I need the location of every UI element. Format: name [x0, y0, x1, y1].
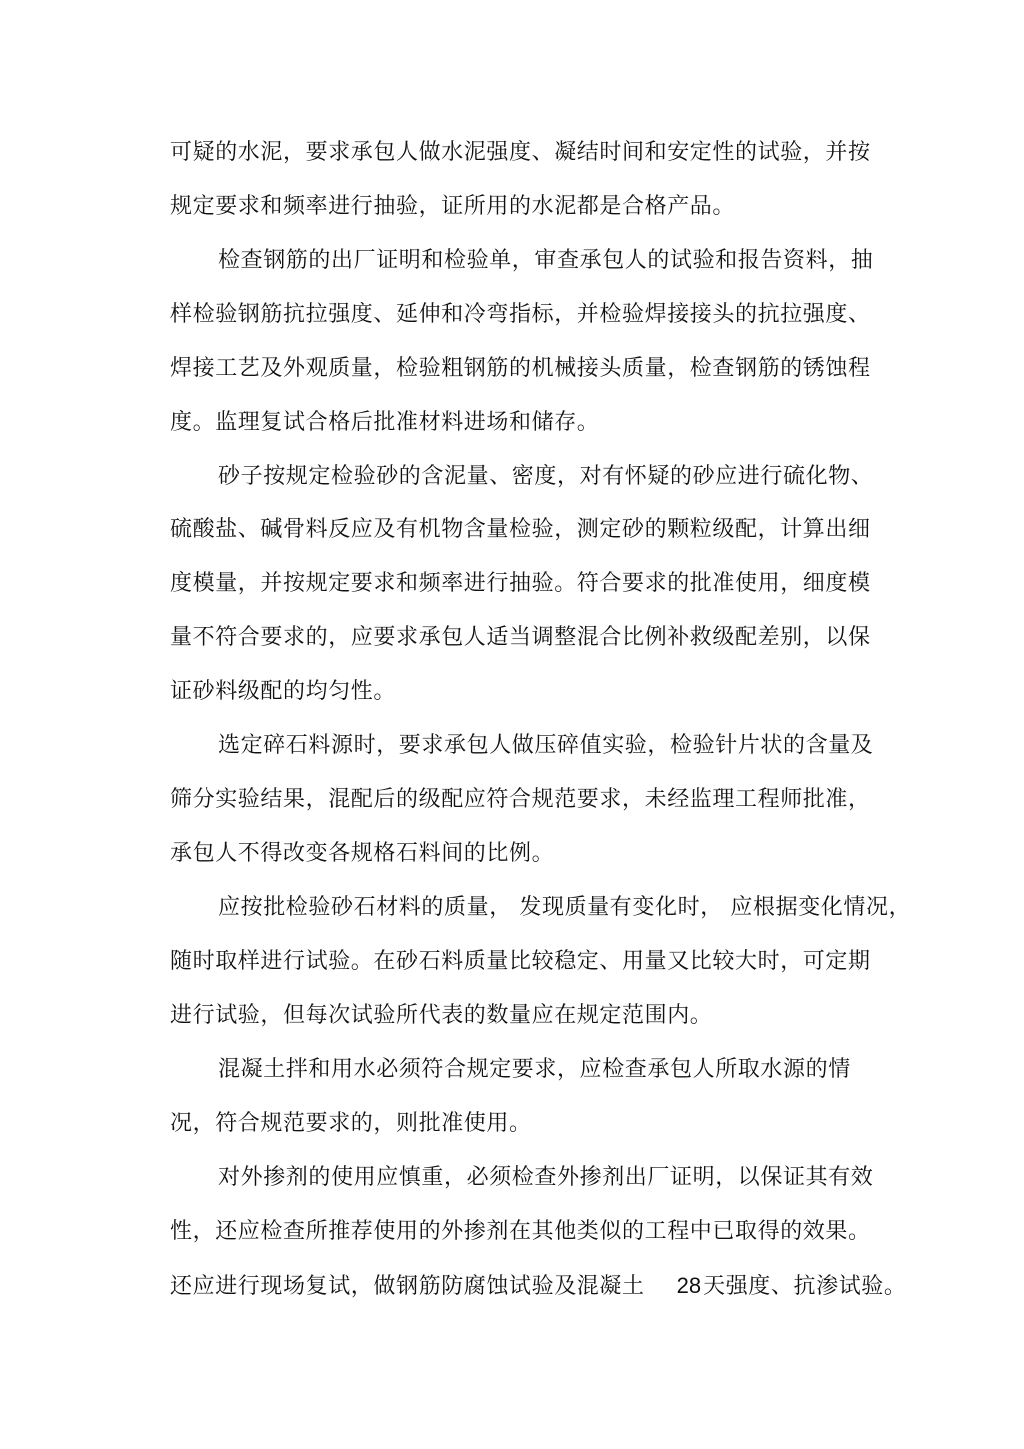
text-line: 性，还应检查所推荐使用的外掺剂在其他类似的工程中已取得的效果。 — [170, 1219, 871, 1244]
text-line: 量不符合要求的，应要求承包人适当调整混合比例补救级配差别，以保 — [170, 625, 871, 650]
text-line: 可疑的水泥，要求承包人做水泥强度、凝结时间和安定性的试验，并按 — [170, 140, 871, 165]
text-line: 样检验钢筋抗拉强度、延伸和冷弯指标，并检验焊接接头的抗拉强度、 — [170, 302, 871, 327]
text-segment: 还应进行现场复试，做钢筋防腐蚀试验及混凝土 — [170, 1274, 645, 1299]
text-line: 筛分实验结果，混配后的级配应符合规范要求，未经监理工程师批准， — [170, 787, 871, 812]
text-line: 度。监理复试合格后批准材料进场和储存。 — [170, 410, 600, 435]
text-line: 承包人不得改变各规格石料间的比例。 — [170, 841, 555, 866]
text-line: 混凝土拌和用水必须符合规定要求，应检查承包人所取水源的情 — [218, 1057, 851, 1082]
text-line: 度模量，并按规定要求和频率进行抽验。符合要求的批准使用，细度模 — [170, 571, 871, 596]
number-value: 28 — [676, 1273, 702, 1298]
text-line-last — [170, 1271, 907, 1302]
text-line: 随时取样进行试验。在砂石料质量比较稳定、用量又比较大时，可定期 — [170, 949, 871, 974]
text-line: 硫酸盐、碱骨料反应及有机物含量检验，测定砂的颗粒级配，计算出细 — [170, 517, 871, 542]
text-line: 选定碎石料源时，要求承包人做压碎值实验，检验针片状的含量及 — [218, 733, 874, 758]
text-line: 焊接工艺及外观质量，检验粗钢筋的机械接头质量，检查钢筋的锈蚀程 — [170, 356, 871, 381]
text-line: 况，符合规范要求的，则批准使用。 — [170, 1111, 532, 1136]
text-line: 砂子按规定检验砂的含泥量、密度，对有怀疑的砂应进行硫化物、 — [218, 464, 874, 489]
text-line: 对外掺剂的使用应慎重，必须检查外掺剂出厂证明，以保证其有效 — [218, 1165, 874, 1190]
text-line: 检查钢筋的出厂证明和检验单，审查承包人的试验和报告资料，抽 — [218, 248, 874, 273]
text-line: 规定要求和频率进行抽验，证所用的水泥都是合格产品。 — [170, 194, 736, 219]
text-segment: 天强度、抗渗试验。 — [703, 1274, 907, 1299]
text-line: 应按批检验砂石材料的质量， 发现质量有变化时， 应根据变化情况， — [218, 895, 912, 920]
text-line: 证砂料级配的均匀性。 — [170, 679, 397, 704]
text-line: 进行试验，但每次试验所代表的数量应在规定范围内。 — [170, 1003, 713, 1028]
